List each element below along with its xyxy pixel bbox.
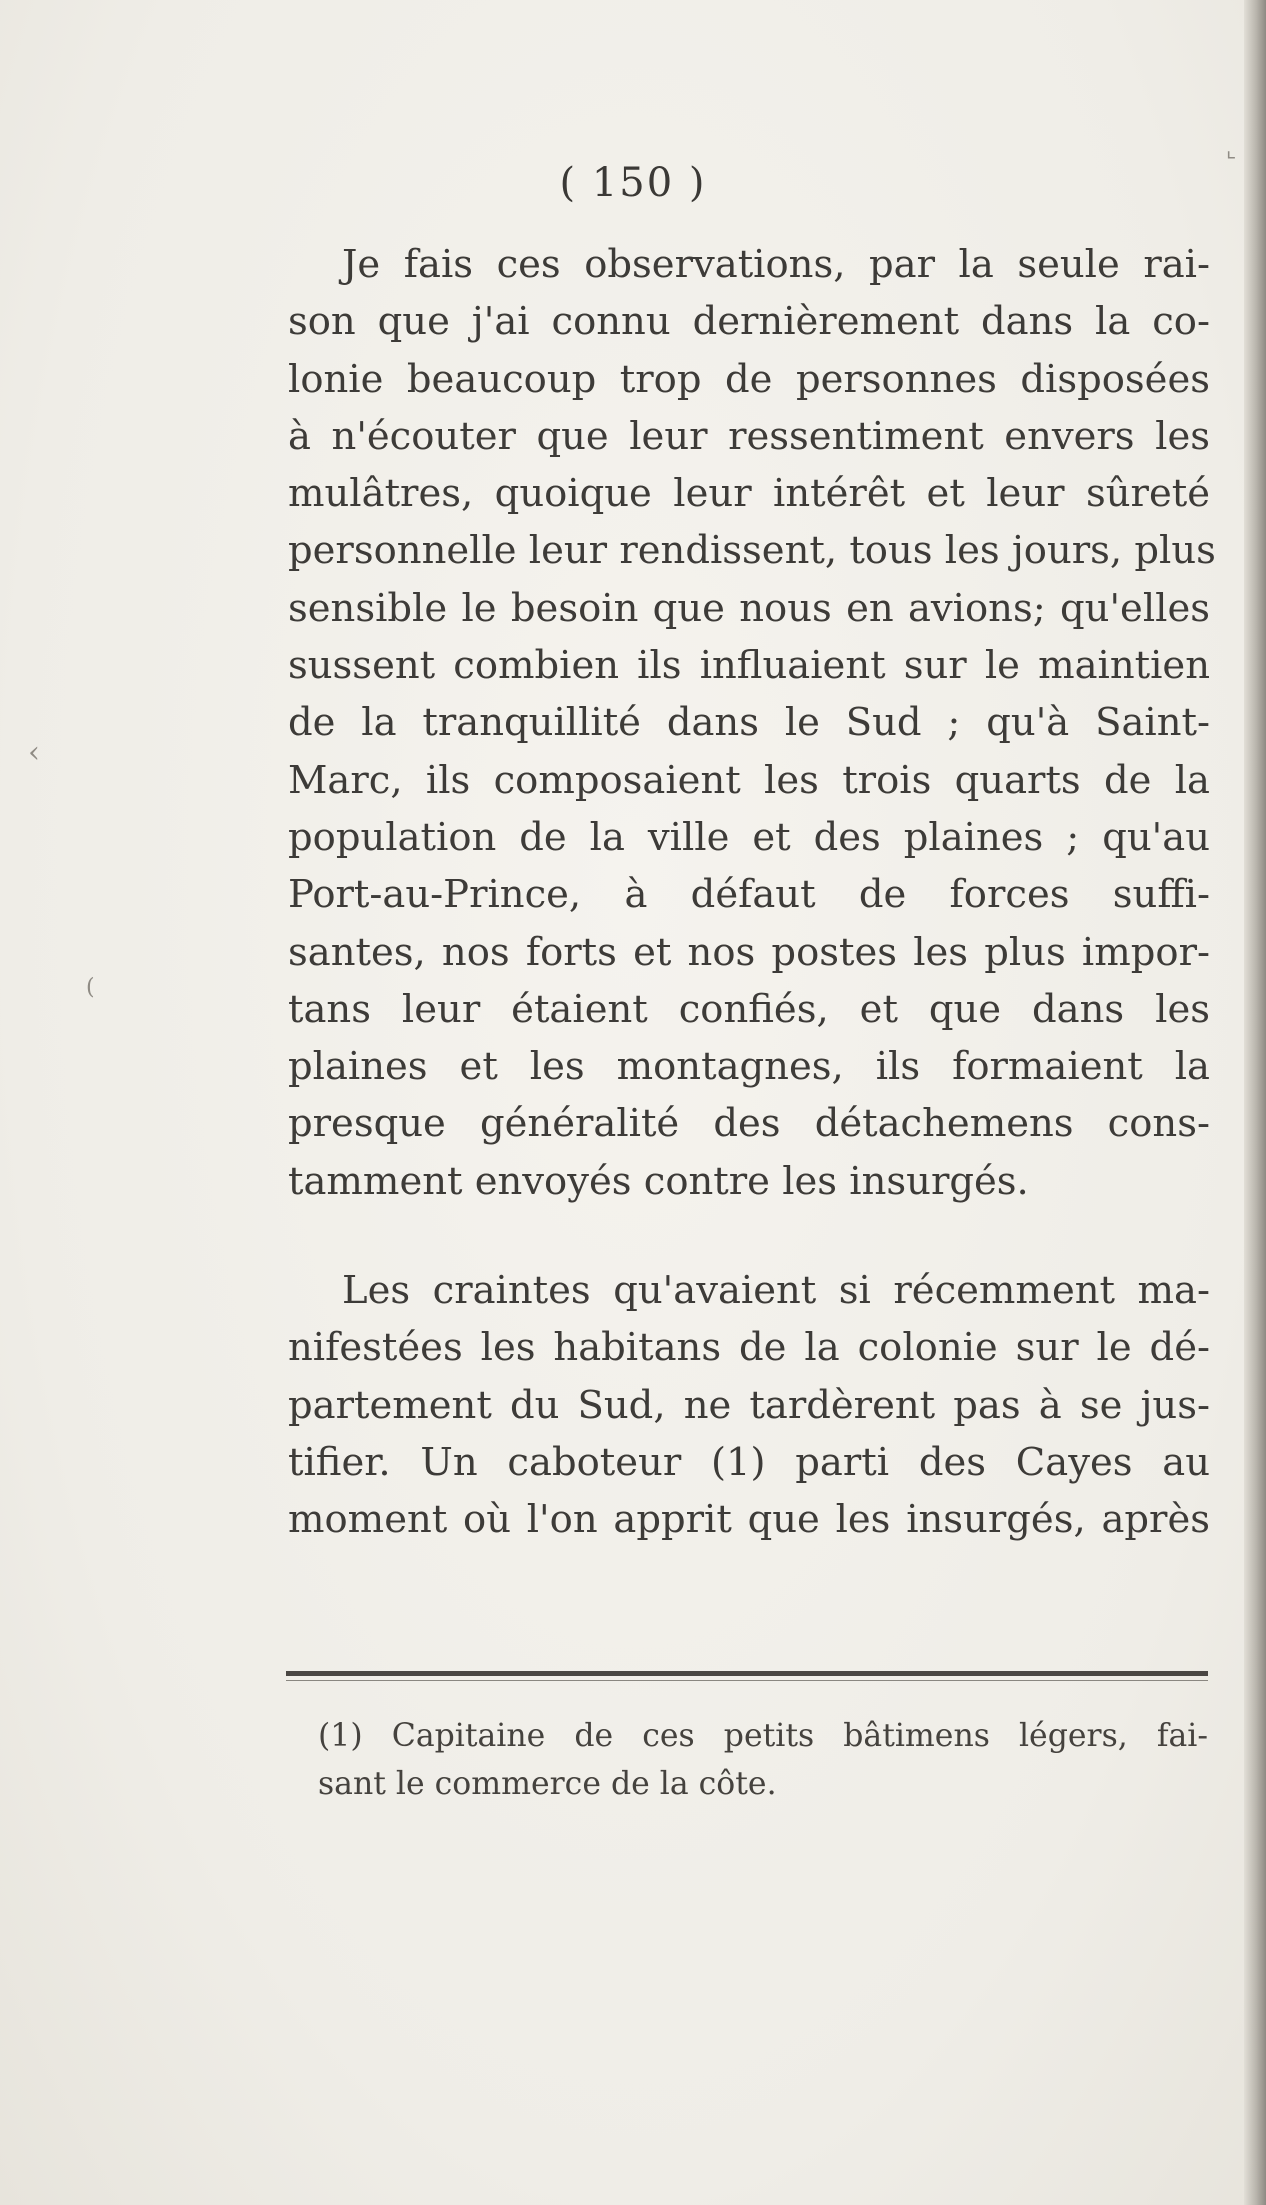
text-line: de la tranquillité dans le Sud ; qu'à Saint- (288, 700, 1210, 746)
footnote-rule (286, 1671, 1208, 1676)
paragraph-gap (288, 1210, 1210, 1262)
text-line: lonie beaucoup trop de personnes disposées (288, 356, 1210, 402)
text-line: Marc, ils composaient les trois quarts de la (288, 757, 1210, 803)
binding-gutter (1244, 0, 1266, 2205)
footnote-line: (1) Capitaine de ces petits bâtimens légers, fai- (318, 1718, 1208, 1754)
text-line: sussent combien ils influaient sur le maintien (288, 643, 1210, 689)
text-line: tamment envoyés contre les insurgés. (288, 1158, 1029, 1204)
paragraph-1 (288, 236, 1216, 1210)
text-line: son que j'ai connu dernièrement dans la co- (288, 299, 1210, 345)
text-line: moment où l'on apprit que les insurgés, après (288, 1497, 1210, 1543)
text-line: mulâtres, quoique leur intérêt et leur sûreté (288, 471, 1210, 517)
text-line: tans leur étaient confiés, et que dans les (288, 986, 1210, 1032)
text-line: presque généralité des détachemens cons- (288, 1101, 1210, 1147)
text-line: Les craintes qu'avaient si récemment ma- (342, 1268, 1210, 1314)
footnote-line: sant le commerce de la côte. (318, 1766, 777, 1802)
text-line: à n'écouter que leur ressentiment envers les (288, 413, 1210, 459)
text-line: Port-au-Prince, à défaut de forces suffi- (288, 872, 1210, 918)
text-line: sensible le besoin que nous en avions; qu'elles (288, 585, 1210, 631)
text-line: plaines et les montagnes, ils formaient la (288, 1044, 1210, 1090)
text-line: tifier. Un caboteur (1) parti des Cayes au (288, 1439, 1210, 1485)
page-number-header: ( 150 ) (559, 160, 707, 206)
margin-tick-mark: ⌞ (1226, 138, 1237, 163)
text-line: partement du Sud, ne tardèrent pas à se jus- (288, 1382, 1210, 1428)
paragraph-2 (288, 1262, 1210, 1548)
text-line: personnelle leur rendissent, tous les jours, plus (288, 528, 1216, 574)
text-line: population de la ville et des plaines ; qu'au (288, 814, 1210, 860)
text-line: santes, nos forts et nos postes les plus impor- (288, 929, 1210, 975)
text-line: Je fais ces observations, par la seule rai- (342, 242, 1210, 287)
text-line: nifestées les habitans de la colonie sur le dé- (288, 1325, 1210, 1371)
footnote (318, 1712, 1208, 1808)
body-text (288, 236, 1216, 1549)
margin-tick-mark: ( (86, 975, 95, 1000)
margin-tick-mark: ‹ (28, 735, 40, 770)
